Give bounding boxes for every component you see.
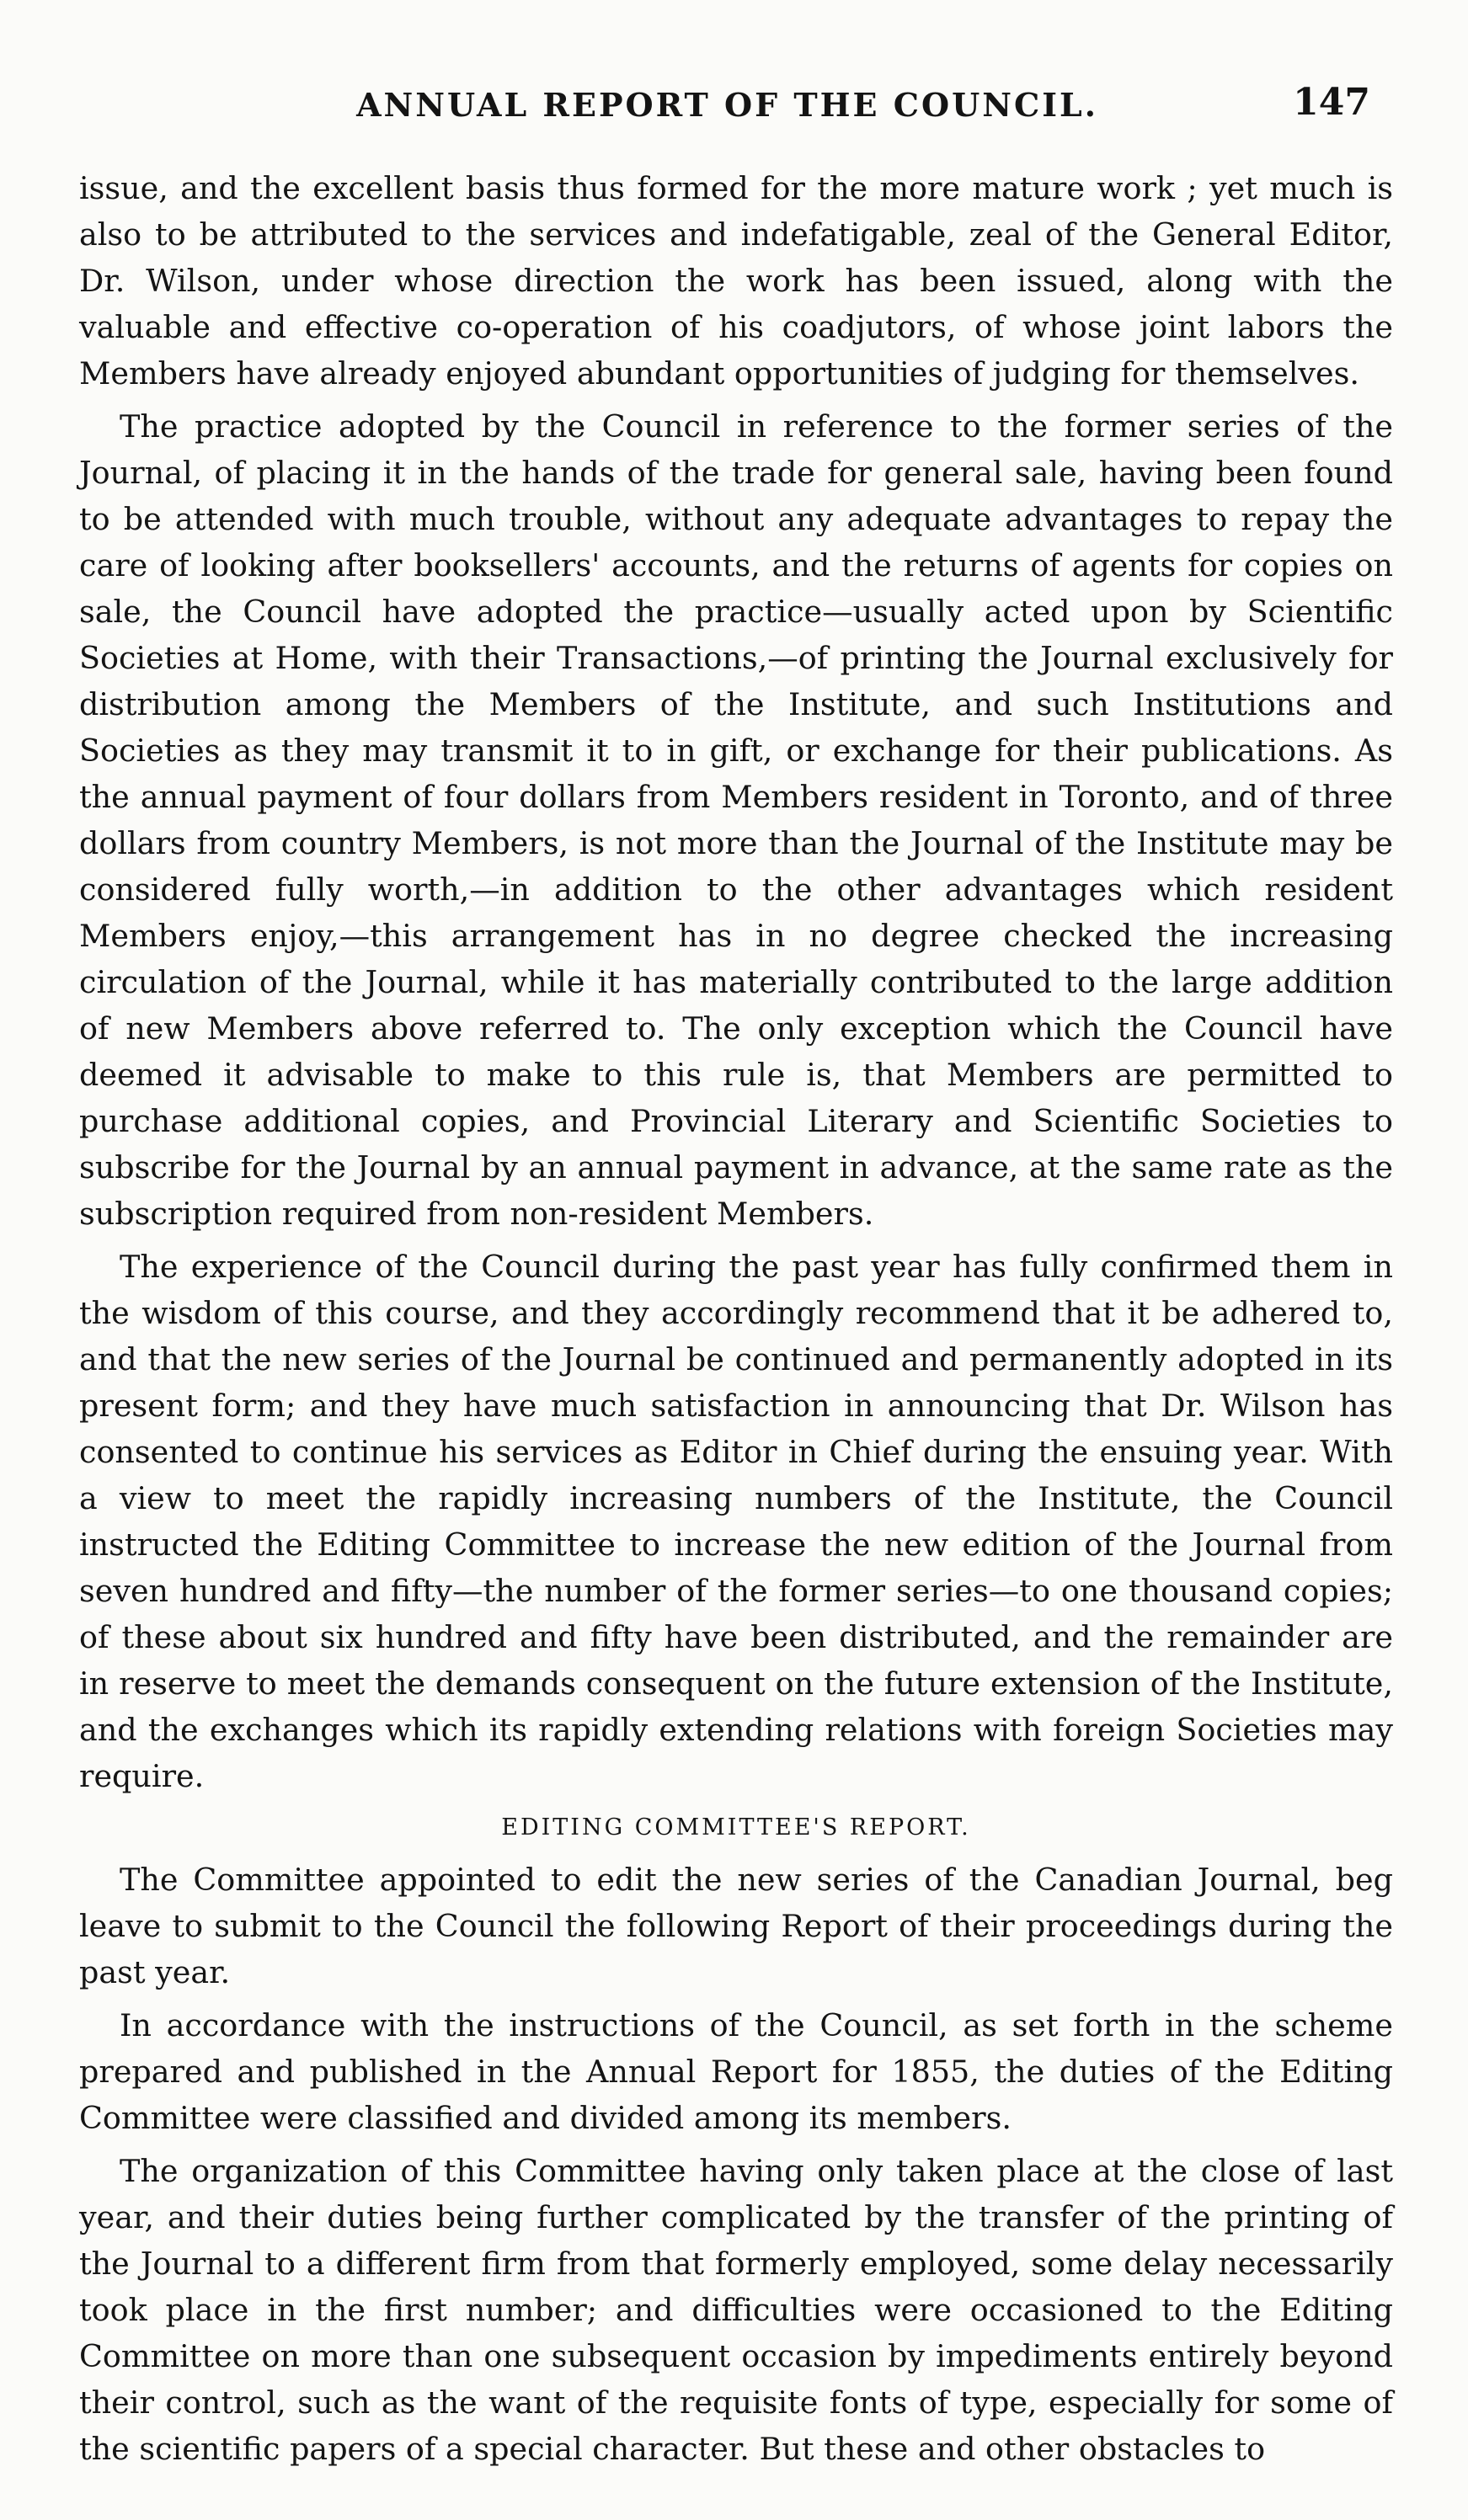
paragraph-committee-intro: The Committee appointed to edit the new series of the Canadian Journal, beg leave to submit to the Council the following Report of their proceedings during the past year. (79, 1862, 1393, 1990)
page-number: 147 (1293, 81, 1370, 124)
paragraph-council-experience: The experience of the Council during the past year has fully confirmed them in the wisdom of this course, and they accordingly recommend that it be adhered to, and that the new series of the Journal be continued and permanently adopted in its present form; and they have much satisfaction in announcing that Dr. Wilson has consented to continue his services as Editor in Chief during the ensuing year. With a view to meet the rapidly increasing numbers of the Institute, the Council instructed the Editing Committee to increase the new edition of the Journal from seven hundred and fifty—the number of the former series—to one thousand copies; of these about six hundred and fifty have been distributed, and the remainder are in reserve to meet the demands consequent on the future extension of the Institute, and the exchanges which its rapidly extending relations with foreign Societies may require. (79, 1249, 1393, 1794)
running-head (79, 81, 1375, 131)
body-text (79, 165, 1393, 2479)
paragraph-journal-distribution: The practice adopted by the Council in reference to the former series of the Journal, of placing it in the hands of the trade for general sale, having been found to be attended with much trouble, without any adequate advantages to repay the care of looking after booksellers' accounts, and the returns of agents for copies on sale, the Council have adopted the practice—usually acted upon by Scientific Societies at Home, with their Transactions,—of printing the Journal exclusively for distribution among the Members of the Institute, and such Institutions and Societies as they may transmit it to in gift, or exchange for their publications. As the annual payment of four dollars from Members resident in Toronto, and of three dollars from country Members, is not more than the Journal of the Institute may be considered fully worth,—in addition to the other advantages which resident Members enjoy,—this arrangement has in no degree checked the increasing circulation of the Journal, while it has materially contributed to the large addition of new Members above referred to. The only exception which the Council have deemed it advisable to make to this rule is, that Members are permitted to purchase additional copies, and Provincial Literary and Scientific Societies to subscribe for the Journal by an annual payment in advance, at the same rate as the subscription required from non-resident Members. (79, 408, 1393, 1232)
paragraph-committee-organization: The organization of this Committee having only taken place at the close of last year, and their duties being further complicated by the transfer of the printing of the Journal to a different firm from that formerly employed, some delay necessarily took place in the first number; and difficulties were occasioned to the Editing Committee on more than one subsequent occasion by impediments entirely beyond their control, such as the want of the requisite fonts of type, especially for some of the scientific papers of a special character. But these and other obstacles to (79, 2153, 1393, 2467)
paragraph-continuation: issue, and the excellent basis thus formed for the more mature work ; yet much is also to be attributed to the services and indefatigable, zeal of the General Editor, Dr. Wilson, under whose direction the work has been issued, along with the valuable and effective co-operation of his coadjutors, of whose joint labors the Members have already enjoyed abundant opportunities of judging for themselves. (79, 170, 1393, 392)
paragraph-committee-instructions: In accordance with the instructions of the Council, as set forth in the scheme prepared and published in the Annual Report for 1855, the duties of the Editing Committee were classified and divided among its members. (79, 2007, 1393, 2136)
section-heading: EDITING COMMITTEE'S REPORT. (501, 1814, 971, 1841)
header-title: ANNUAL REPORT OF THE COUNCIL. (356, 86, 1098, 124)
